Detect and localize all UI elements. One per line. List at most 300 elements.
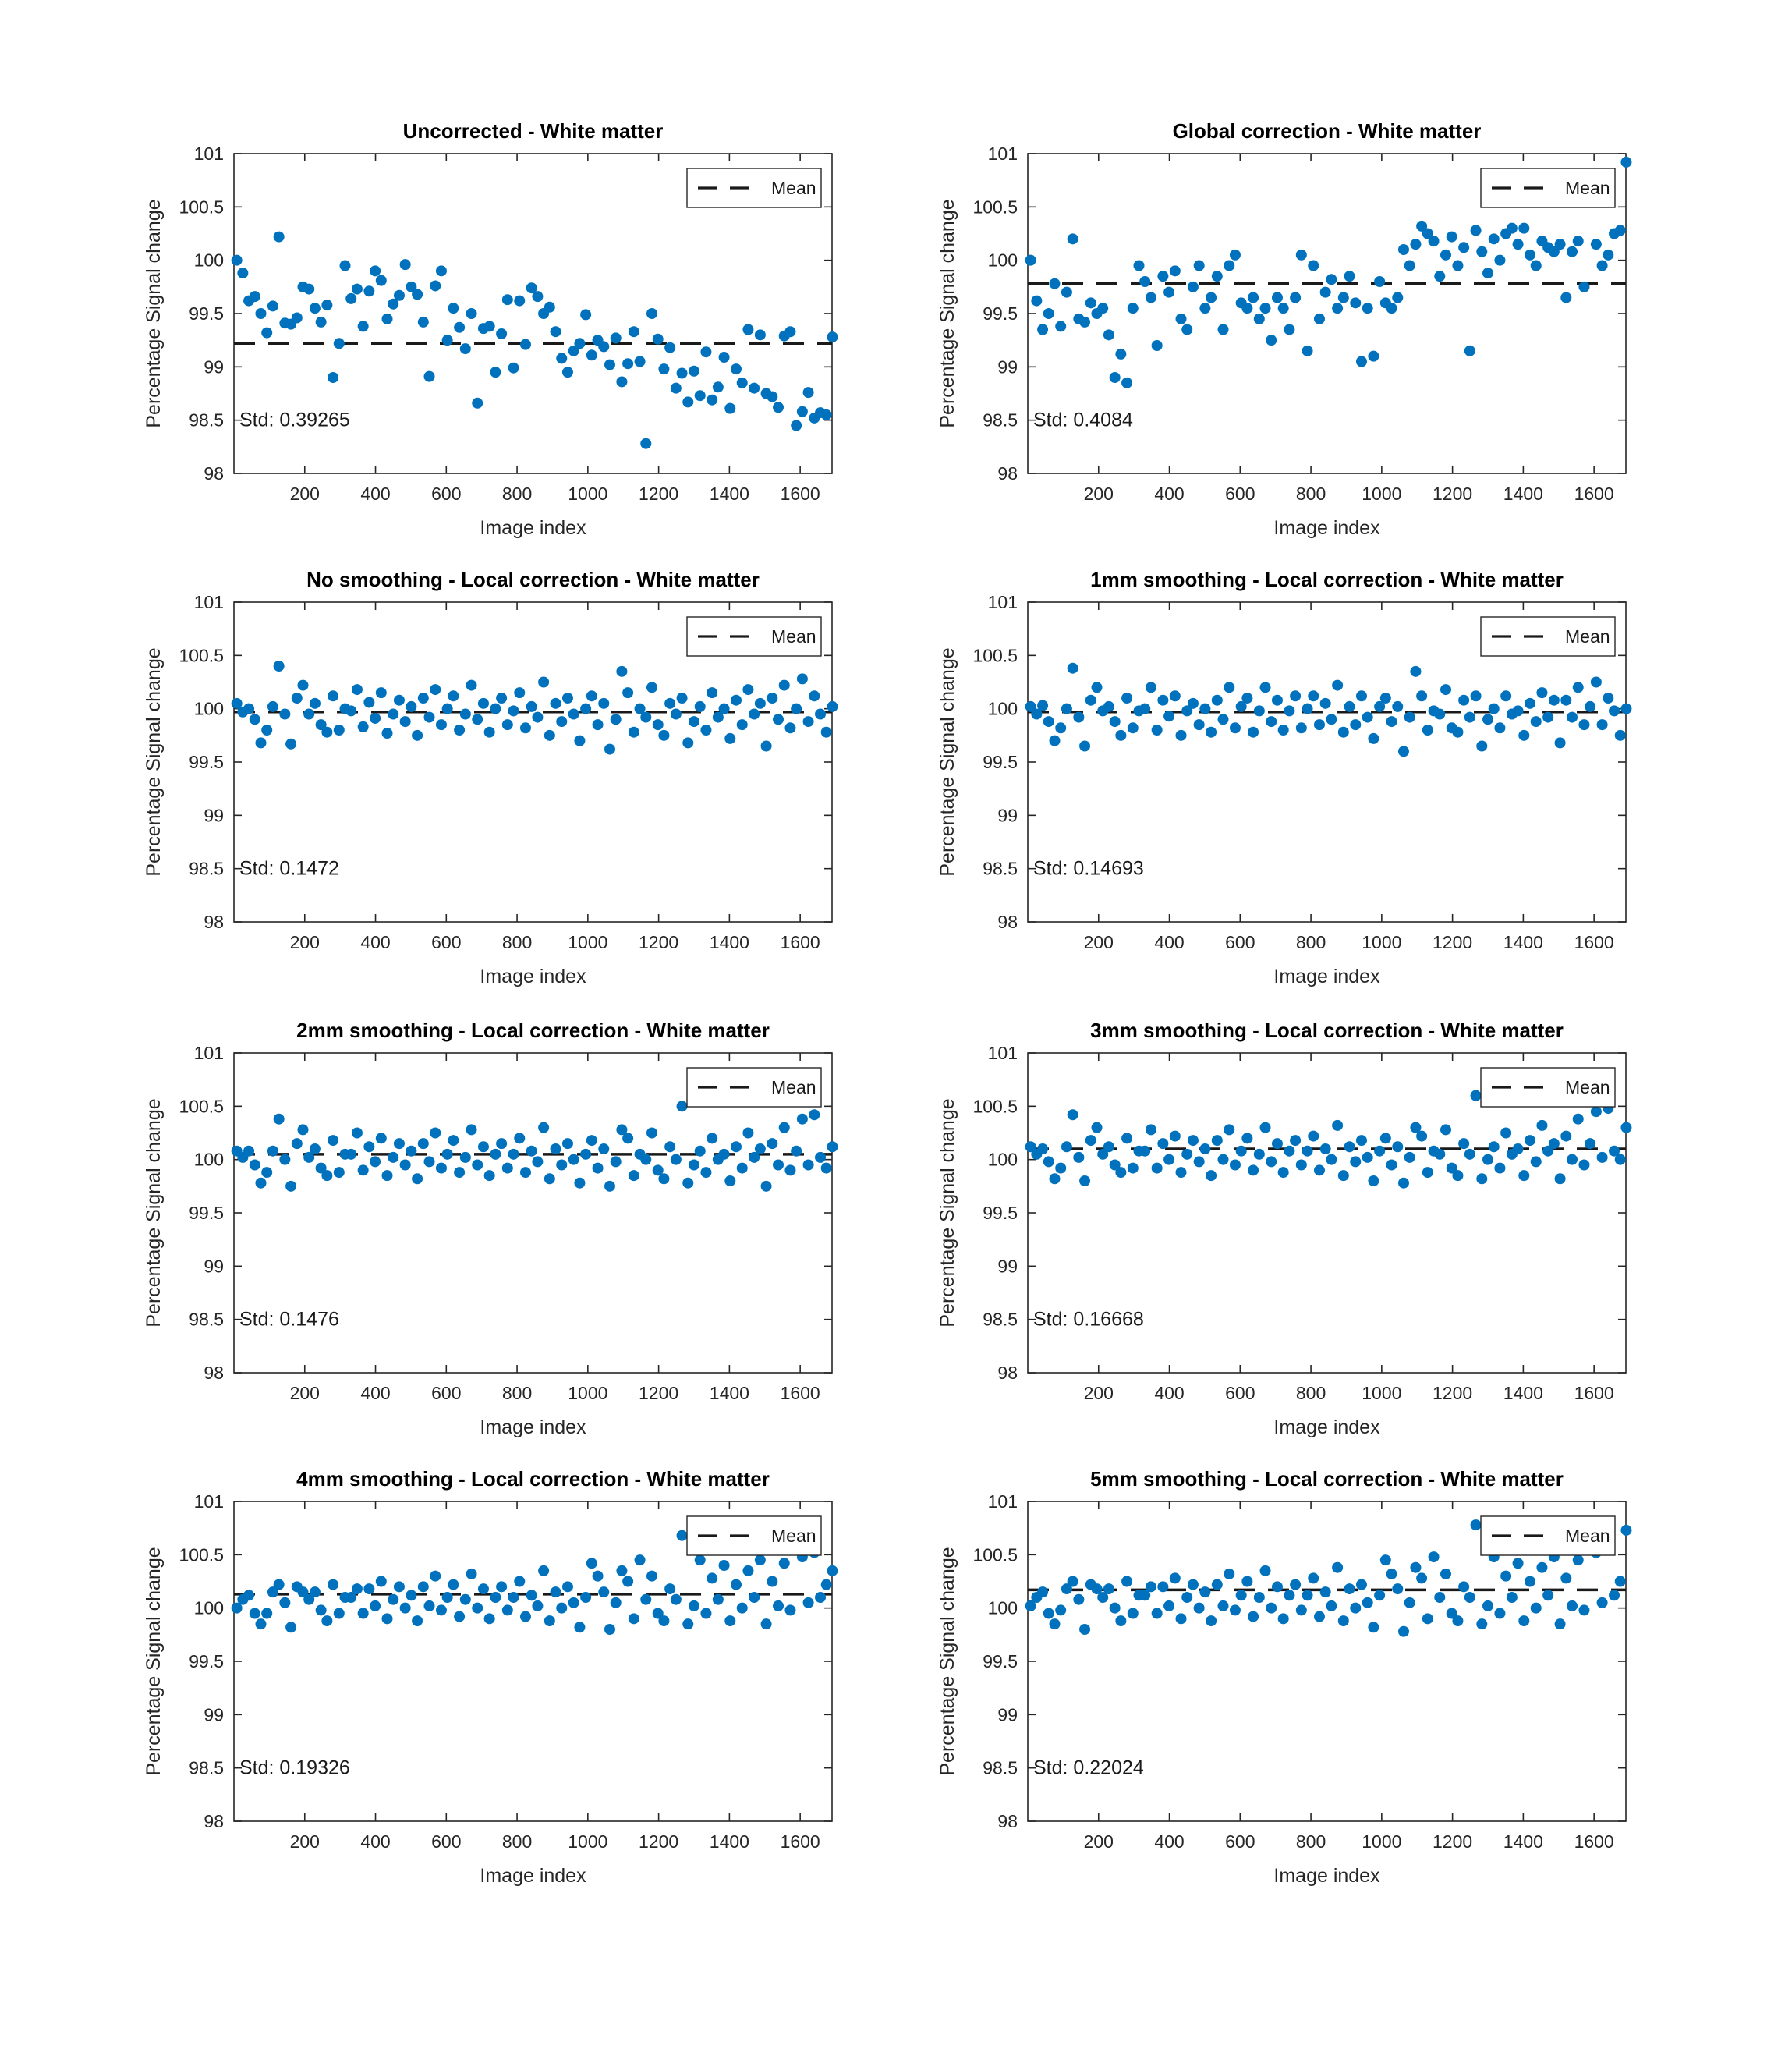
- data-point: [394, 1138, 405, 1149]
- data-point: [1290, 1135, 1301, 1146]
- data-point: [472, 1603, 483, 1614]
- data-point: [1567, 1154, 1578, 1165]
- data-point: [412, 1615, 423, 1626]
- data-point: [1181, 324, 1192, 335]
- data-point: [719, 352, 730, 363]
- data-point: [731, 1141, 742, 1152]
- data-point: [664, 1583, 675, 1594]
- data-point: [658, 1173, 669, 1184]
- data-point: [611, 1597, 622, 1608]
- data-point: [1128, 1163, 1139, 1174]
- data-point: [298, 1124, 309, 1135]
- data-point: [1338, 1615, 1349, 1626]
- data-point: [1573, 1554, 1584, 1565]
- data-point: [1338, 292, 1349, 303]
- data-point: [724, 733, 735, 744]
- data-point: [1302, 346, 1313, 356]
- y-tick-label: 99.5: [189, 752, 224, 772]
- data-point: [1429, 1551, 1440, 1562]
- x-tick-label: 1400: [1503, 1831, 1543, 1852]
- data-point: [1157, 271, 1168, 282]
- data-point: [334, 725, 345, 736]
- data-point: [285, 739, 296, 750]
- data-point: [551, 1586, 561, 1597]
- data-point: [773, 1600, 784, 1611]
- data-point: [1434, 1592, 1445, 1603]
- data-point: [791, 704, 802, 714]
- data-point: [460, 1594, 471, 1605]
- data-point: [1452, 261, 1463, 271]
- data-point: [1284, 1146, 1294, 1157]
- data-point: [1567, 246, 1578, 257]
- legend-label: Mean: [771, 1077, 816, 1097]
- data-point: [1458, 1138, 1469, 1149]
- data-point: [1620, 157, 1631, 168]
- data-point: [1591, 239, 1602, 250]
- data-point: [1332, 680, 1343, 691]
- data-point: [508, 705, 519, 716]
- data-point: [1212, 1579, 1223, 1590]
- data-point: [1188, 282, 1199, 292]
- data-point: [1326, 1154, 1337, 1165]
- data-point: [466, 1124, 477, 1135]
- data-point: [707, 687, 717, 698]
- data-point: [1392, 1141, 1403, 1152]
- data-point: [418, 317, 429, 328]
- y-axis-label: Percentage Signal change: [937, 199, 958, 428]
- data-point: [358, 321, 369, 331]
- x-tick-label: 800: [1295, 484, 1326, 504]
- data-point: [358, 1164, 369, 1175]
- data-point: [328, 1135, 338, 1146]
- data-point: [1555, 239, 1566, 250]
- data-point: [803, 387, 814, 398]
- data-point: [773, 402, 784, 413]
- data-point: [784, 722, 795, 733]
- x-tick-label: 600: [431, 484, 462, 504]
- data-point: [394, 695, 405, 706]
- data-point: [484, 727, 495, 738]
- data-point: [1476, 1173, 1487, 1184]
- data-point: [562, 693, 573, 704]
- data-point: [1326, 714, 1337, 725]
- data-point: [352, 684, 363, 695]
- data-point: [791, 1146, 802, 1157]
- data-point: [664, 698, 675, 709]
- data-point: [502, 294, 513, 305]
- std-annotation: Std: 0.4084: [1033, 409, 1133, 431]
- data-point: [574, 1178, 585, 1189]
- data-point: [508, 363, 519, 374]
- x-tick-label: 400: [360, 1383, 391, 1403]
- data-point: [653, 334, 664, 345]
- data-point: [1314, 719, 1325, 730]
- data-point: [755, 698, 766, 709]
- data-point: [255, 308, 266, 319]
- data-point: [1386, 716, 1397, 727]
- data-point: [448, 1579, 459, 1590]
- data-point: [1410, 1562, 1421, 1573]
- data-point: [484, 1613, 495, 1624]
- data-point: [616, 1565, 627, 1576]
- data-point: [1224, 261, 1234, 271]
- data-point: [797, 406, 808, 417]
- data-point: [646, 1571, 657, 1582]
- data-point: [1212, 695, 1223, 706]
- data-point: [700, 346, 711, 357]
- y-tick-label: 99: [997, 356, 1018, 378]
- data-point: [466, 1569, 477, 1579]
- data-point: [1320, 287, 1331, 298]
- data-point: [1049, 736, 1060, 746]
- data-point: [1290, 292, 1301, 303]
- data-point: [1338, 727, 1349, 738]
- data-point: [538, 677, 549, 688]
- data-point: [1146, 1581, 1156, 1592]
- chart-title: No smoothing - Local correction - White matter: [306, 568, 760, 591]
- data-point: [1603, 693, 1613, 704]
- y-tick-label: 100: [987, 1597, 1018, 1618]
- legend-label: Mean: [1565, 178, 1610, 198]
- data-point: [1212, 271, 1223, 282]
- data-point: [1152, 1163, 1163, 1174]
- data-point: [255, 1618, 266, 1629]
- data-point: [629, 727, 639, 738]
- x-tick-label: 200: [289, 1383, 320, 1403]
- data-point: [370, 265, 381, 276]
- data-point: [345, 293, 356, 304]
- data-point: [551, 698, 561, 709]
- data-point: [1224, 1569, 1234, 1579]
- data-point: [1386, 303, 1397, 314]
- data-point: [640, 1154, 651, 1165]
- data-point: [532, 1156, 543, 1167]
- data-point: [1404, 261, 1415, 271]
- y-tick-label: 99: [204, 1704, 224, 1725]
- data-point: [767, 392, 777, 402]
- data-point: [1236, 1146, 1247, 1157]
- data-point: [724, 1615, 735, 1626]
- data-point: [1055, 1163, 1066, 1174]
- x-tick-label: 1000: [1362, 1383, 1402, 1403]
- data-point: [797, 673, 808, 684]
- y-axis-label: Percentage Signal change: [937, 1098, 958, 1328]
- data-point: [484, 321, 495, 331]
- data-point: [658, 363, 669, 374]
- data-point: [1157, 1581, 1168, 1592]
- data-point: [1560, 1131, 1571, 1142]
- data-point: [321, 727, 332, 738]
- data-point: [604, 360, 615, 370]
- x-tick-label: 800: [501, 1383, 533, 1403]
- data-point: [460, 1152, 471, 1163]
- scatter-points: [1025, 663, 1632, 757]
- x-tick-label: 400: [1154, 1831, 1185, 1852]
- x-tick-label: 800: [501, 1831, 533, 1852]
- data-point: [274, 1579, 285, 1590]
- x-tick-label: 1600: [1574, 1383, 1614, 1403]
- data-point: [791, 420, 802, 431]
- data-point: [1585, 1138, 1595, 1149]
- data-point: [1471, 690, 1482, 701]
- data-point: [574, 1622, 585, 1632]
- data-point: [1025, 255, 1036, 266]
- data-point: [1603, 250, 1613, 261]
- data-point: [1073, 712, 1084, 723]
- x-tick-label: 400: [360, 1831, 391, 1852]
- y-tick-label: 101: [987, 592, 1018, 612]
- data-point: [629, 326, 639, 337]
- y-tick-label: 101: [987, 144, 1018, 164]
- data-point: [1272, 1138, 1283, 1149]
- x-tick-label: 1200: [1433, 1383, 1473, 1403]
- data-point: [1398, 1626, 1409, 1637]
- data-point: [1500, 690, 1511, 701]
- x-tick-label: 1000: [568, 1831, 608, 1852]
- data-point: [1374, 1590, 1385, 1600]
- data-point: [568, 1154, 579, 1165]
- data-point: [611, 332, 622, 343]
- data-point: [1188, 1579, 1199, 1590]
- data-point: [1615, 1576, 1626, 1587]
- data-point: [1429, 236, 1440, 246]
- data-point: [677, 1530, 688, 1541]
- data-point: [1308, 690, 1319, 701]
- data-point: [779, 680, 790, 691]
- data-point: [1176, 1613, 1187, 1624]
- data-point: [1260, 1565, 1271, 1576]
- data-point: [1362, 1152, 1373, 1163]
- x-tick-label: 800: [1295, 932, 1326, 952]
- data-point: [345, 705, 356, 716]
- data-point: [1121, 693, 1132, 704]
- data-point: [815, 1152, 826, 1163]
- data-point: [370, 713, 381, 724]
- y-tick-label: 98.5: [189, 409, 224, 431]
- x-tick-label: 1200: [1433, 1831, 1473, 1852]
- subplot-7: [143, 1467, 838, 1887]
- data-point: [1043, 1156, 1054, 1167]
- data-point: [784, 326, 795, 337]
- subplot-6: [937, 1019, 1631, 1438]
- data-point: [363, 697, 374, 707]
- data-point: [682, 396, 693, 407]
- x-tick-label: 1400: [709, 1383, 749, 1403]
- x-tick-label: 1600: [780, 484, 820, 504]
- data-point: [629, 1170, 639, 1181]
- legend: [687, 1516, 821, 1555]
- data-point: [460, 343, 471, 354]
- data-point: [1212, 1135, 1223, 1146]
- data-point: [1218, 1600, 1229, 1611]
- data-point: [1068, 1576, 1078, 1587]
- data-point: [1585, 701, 1595, 712]
- y-tick-label: 100.5: [179, 197, 224, 218]
- data-point: [1549, 695, 1560, 706]
- data-point: [556, 716, 567, 727]
- x-tick-label: 1000: [1362, 1831, 1402, 1852]
- data-point: [622, 358, 633, 369]
- data-point: [1110, 1603, 1121, 1614]
- y-tick-label: 98: [204, 912, 224, 932]
- data-point: [1320, 698, 1331, 709]
- data-point: [646, 1128, 657, 1139]
- data-point: [586, 1135, 597, 1146]
- data-point: [448, 690, 459, 701]
- data-point: [358, 721, 369, 732]
- data-point: [1320, 1143, 1331, 1154]
- data-point: [580, 704, 591, 714]
- data-point: [484, 1170, 495, 1181]
- data-point: [1218, 324, 1229, 335]
- data-point: [520, 1611, 531, 1622]
- data-point: [1471, 1519, 1482, 1530]
- data-point: [1218, 1154, 1229, 1165]
- data-point: [767, 693, 777, 704]
- std-annotation: Std: 0.1476: [239, 1308, 339, 1331]
- data-point: [1380, 1133, 1391, 1143]
- data-point: [1272, 695, 1283, 706]
- data-point: [303, 709, 314, 720]
- data-point: [328, 690, 338, 701]
- x-axis-label: Image index: [1273, 1416, 1380, 1438]
- data-point: [310, 1143, 321, 1154]
- data-point: [1037, 700, 1048, 711]
- data-point: [1049, 278, 1060, 289]
- data-point: [454, 1611, 465, 1622]
- data-point: [1578, 1604, 1589, 1615]
- data-point: [1037, 1143, 1048, 1154]
- data-point: [394, 290, 405, 301]
- data-point: [1199, 1143, 1210, 1154]
- data-point: [1434, 1149, 1445, 1160]
- data-point: [1615, 225, 1626, 236]
- data-point: [1356, 1135, 1367, 1146]
- data-point: [1194, 1603, 1205, 1614]
- data-point: [1482, 268, 1493, 278]
- x-tick-label: 1200: [639, 1383, 679, 1403]
- data-point: [755, 329, 766, 340]
- data-point: [658, 1615, 669, 1626]
- data-point: [1452, 727, 1463, 738]
- data-point: [671, 1594, 682, 1605]
- data-point: [1314, 1611, 1325, 1622]
- data-point: [586, 349, 597, 360]
- data-point: [1332, 1562, 1343, 1573]
- data-point: [1356, 690, 1367, 701]
- x-tick-label: 200: [1083, 932, 1114, 952]
- x-tick-label: 400: [1154, 484, 1185, 504]
- data-point: [1085, 695, 1096, 706]
- data-point: [496, 328, 507, 339]
- data-point: [1531, 261, 1542, 271]
- legend: [1481, 617, 1615, 656]
- data-point: [532, 1600, 543, 1611]
- data-point: [556, 353, 567, 363]
- data-point: [695, 1146, 706, 1157]
- y-tick-label: 100.5: [972, 197, 1018, 218]
- data-point: [382, 1170, 393, 1181]
- y-tick-label: 98.5: [189, 1757, 224, 1778]
- y-tick-label: 101: [193, 592, 224, 612]
- data-point: [250, 1608, 260, 1619]
- y-tick-label: 98.5: [189, 1309, 224, 1330]
- data-point: [430, 1571, 441, 1582]
- data-point: [1302, 1590, 1313, 1600]
- data-point: [1139, 704, 1150, 714]
- data-point: [274, 232, 285, 243]
- data-point: [321, 1170, 332, 1181]
- data-point: [1615, 730, 1626, 741]
- std-annotation: Std: 0.22024: [1033, 1756, 1144, 1779]
- data-point: [1350, 1603, 1361, 1614]
- data-point: [376, 275, 387, 286]
- data-point: [345, 1149, 356, 1160]
- chart-title: Global correction - White matter: [1172, 119, 1482, 143]
- data-point: [1163, 287, 1174, 298]
- data-point: [1392, 292, 1403, 303]
- data-point: [292, 693, 303, 704]
- y-axis-label: Percentage Signal change: [143, 1098, 165, 1328]
- x-tick-label: 200: [289, 484, 320, 504]
- data-point: [635, 356, 646, 367]
- data-point: [784, 1604, 795, 1615]
- data-point: [1103, 329, 1114, 340]
- y-tick-label: 99.5: [983, 752, 1018, 772]
- x-tick-label: 1600: [1574, 932, 1614, 952]
- data-point: [593, 1163, 604, 1174]
- data-point: [1061, 704, 1072, 714]
- data-point: [568, 709, 579, 720]
- x-tick-label: 800: [1295, 1383, 1326, 1403]
- data-point: [1542, 712, 1553, 723]
- data-point: [1458, 1581, 1469, 1592]
- data-point: [1266, 1156, 1277, 1167]
- x-tick-label: 600: [431, 932, 462, 952]
- data-point: [292, 312, 303, 323]
- data-point: [742, 1565, 753, 1576]
- subplot-8: [937, 1467, 1631, 1887]
- data-point: [496, 1138, 507, 1149]
- data-point: [1092, 682, 1103, 693]
- data-point: [1422, 1613, 1433, 1624]
- std-annotation: Std: 0.14693: [1033, 857, 1144, 880]
- x-axis-label: Image index: [1273, 966, 1380, 987]
- data-point: [773, 714, 784, 725]
- x-tick-label: 200: [1083, 1831, 1114, 1852]
- data-point: [556, 1160, 567, 1171]
- data-point: [1344, 701, 1355, 712]
- data-point: [1368, 351, 1379, 362]
- x-axis-label: Image index: [480, 966, 586, 987]
- data-point: [472, 714, 483, 725]
- data-point: [1170, 265, 1181, 276]
- std-annotation: Std: 0.19326: [239, 1756, 350, 1779]
- subplot-2: [937, 119, 1631, 539]
- data-point: [406, 1590, 416, 1600]
- data-point: [1272, 1581, 1283, 1592]
- data-point: [1573, 1114, 1584, 1125]
- y-tick-label: 99.5: [189, 1203, 224, 1223]
- x-tick-label: 200: [289, 932, 320, 952]
- data-point: [1188, 698, 1199, 709]
- data-point: [1525, 1576, 1535, 1587]
- y-tick-label: 98.5: [189, 858, 224, 879]
- data-point: [538, 1122, 549, 1133]
- data-point: [598, 1586, 609, 1597]
- data-point: [737, 1603, 748, 1614]
- data-point: [1068, 663, 1078, 674]
